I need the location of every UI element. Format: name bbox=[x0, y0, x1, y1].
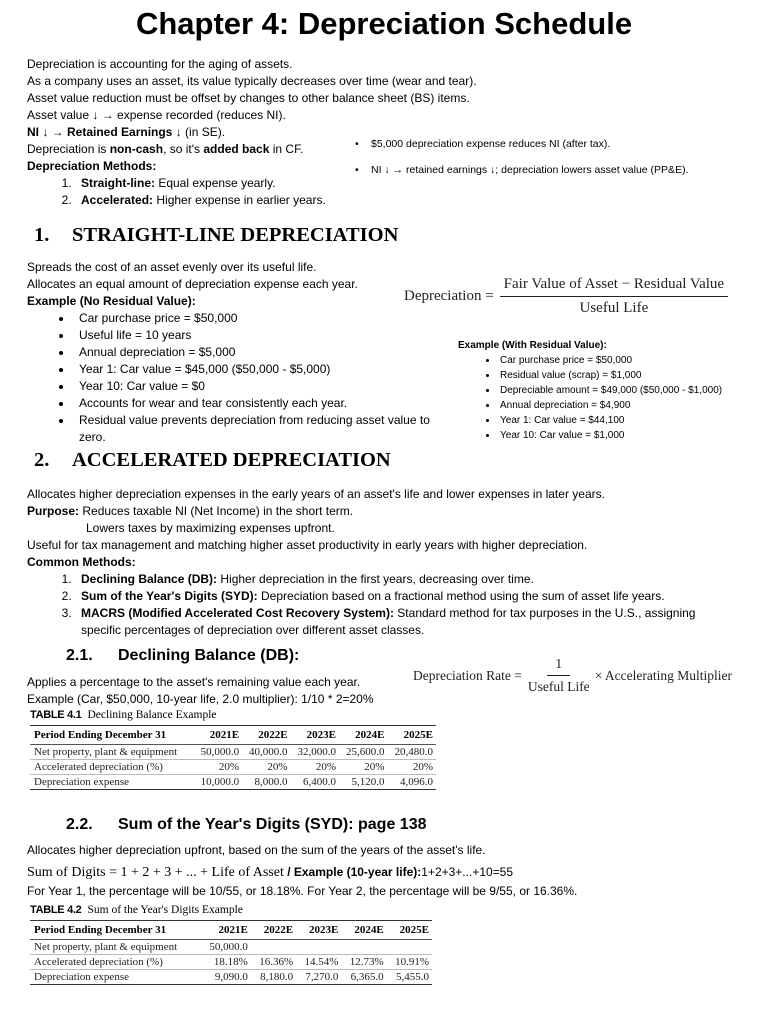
paragraph: Useful for tax management and matching higher asset productivity in early years with higher depreciation. bbox=[27, 538, 588, 552]
table-row: Accelerated depreciation (%) 20% 20% 20% 20% 20% bbox=[30, 760, 436, 775]
intro-line: Depreciation is non-cash, so it's added back in CF. bbox=[27, 142, 304, 156]
formula-denominator: Useful Life bbox=[579, 300, 649, 316]
section-heading: 2. ACCELERATED DEPRECIATION bbox=[34, 449, 391, 471]
side-notes bbox=[355, 131, 755, 183]
list-item: • Year 1: Car value = $45,000 ($50,000 - $5,000) bbox=[73, 361, 447, 378]
list-item: 1. Declining Balance (DB): Higher depreciation in the first years, decreasing over time. bbox=[75, 571, 727, 588]
formula-numerator: 1 bbox=[547, 656, 570, 676]
example-heading: Example (No Residual Value): bbox=[27, 294, 196, 308]
table-row: Accelerated depreciation (%) 18.18% 16.36% 14.54% 12.73% 10.91% bbox=[30, 955, 432, 970]
intro-line: Depreciation is accounting for the aging of assets. bbox=[27, 57, 293, 71]
accelerated-section bbox=[27, 486, 727, 639]
section-heading: 1. STRAIGHT-LINE DEPRECIATION bbox=[34, 224, 399, 246]
straight-line-section bbox=[27, 259, 447, 446]
paragraph: Lowers taxes by maximizing expenses upfront. bbox=[86, 521, 335, 535]
table-header-row: Period Ending December 31 2021E 2022E 2023E 2024E 2025E bbox=[30, 921, 432, 940]
paragraph: Example (Car, $50,000, 10-year life, 2.0 multiplier): 1/10 * 2=20% bbox=[27, 692, 374, 706]
list-item: • Year 10: Car value = $0 bbox=[73, 378, 447, 395]
rate-formula: Depreciation Rate = $\frac{1}{\text{Useful Life}}$ × Accelerating Multiplier bbox=[413, 656, 733, 694]
table-caption: TABLE 4.1 Declining Balance Example bbox=[30, 709, 217, 721]
depreciation-formula: Depreciation = $\frac{\text{Fair Value of Asset − Residual Value}}{\text{Useful Life}}$ bbox=[404, 276, 728, 317]
paragraph: For Year 1, the percentage will be 10/55, or 18.18%. For Year 2, the percentage will be 9/55, or 16.36%. bbox=[27, 884, 578, 898]
residual-example bbox=[458, 338, 758, 443]
example-list bbox=[27, 310, 447, 446]
paragraph: Applies a percentage to the asset's remaining value each year. bbox=[27, 675, 361, 689]
table-caption: TABLE 4.2 Sum of the Year's Digits Example bbox=[30, 904, 243, 916]
list-item: • NI ↓ → retained earnings ↓; depreciation lowers asset value (PP&E). bbox=[355, 164, 689, 176]
syd-table bbox=[30, 920, 432, 985]
methods-list bbox=[27, 571, 727, 639]
list-item: • Residual value prevents depreciation from reducing asset value to zero. bbox=[73, 412, 447, 446]
list-item: 2. Sum of the Year's Digits (SYD): Depreciation based on a fractional method using the sum of asset life years. bbox=[75, 588, 727, 605]
list-item: • Car purchase price = $50,000 bbox=[73, 310, 447, 327]
table-row: Net property, plant & equipment 50,000.0 40,000.0 32,000.0 25,600.0 20,480.0 bbox=[30, 745, 436, 760]
list-item: • Car purchase price = $50,000 bbox=[498, 353, 758, 368]
table-row: Net property, plant & equipment 50,000.0 bbox=[30, 940, 432, 955]
intro-line: NI ↓ → Retained Earnings ↓ (in SE). bbox=[27, 125, 226, 139]
list-item: • Accounts for wear and tear consistently each year. bbox=[73, 395, 447, 412]
syd-section bbox=[27, 842, 747, 900]
list-item: 1. Straight-line: Equal expense yearly. bbox=[75, 175, 507, 192]
paragraph: Purpose: Reduces taxable NI (Net Income) in the short term. bbox=[27, 504, 354, 518]
intro-line: Asset value reduction must be offset by changes to other balance sheet (BS) items. bbox=[27, 91, 470, 105]
list-item: • Annual depreciation = $4,900 bbox=[498, 398, 758, 413]
formula-numerator: Fair Value of Asset − Residual Value bbox=[500, 276, 728, 297]
methods-heading: Common Methods: bbox=[27, 555, 136, 569]
paragraph: Allocates higher depreciation upfront, based on the sum of the years of the asset's life. bbox=[27, 843, 486, 857]
declining-balance-table bbox=[30, 725, 436, 790]
table-4-1 bbox=[30, 709, 436, 790]
list-item: • Depreciable amount = $49,000 ($50,000 - $1,000) bbox=[498, 383, 758, 398]
paragraph: Allocates higher depreciation expenses in the early years of an asset's life and lower expenses in later years. bbox=[27, 487, 605, 501]
intro-line: As a company uses an asset, its value typically decreases over time (wear and tear). bbox=[27, 74, 477, 88]
paragraph: Spreads the cost of an asset evenly over its useful life. bbox=[27, 260, 317, 274]
methods-heading: Depreciation Methods: bbox=[27, 159, 157, 173]
formula-denominator: Useful Life bbox=[527, 679, 590, 694]
page-title: Chapter 4: Depreciation Schedule bbox=[135, 6, 633, 41]
table-row: Depreciation expense 9,090.0 8,180.0 7,270.0 6,365.0 5,455.0 bbox=[30, 970, 432, 985]
list-item: • Useful life = 10 years bbox=[73, 327, 447, 344]
syd-formula: Sum of Digits = 1 + 2 + 3 + ... + Life of Asset / Example (10-year life):1+2+3+...+10=55 bbox=[27, 865, 514, 880]
list-item: 2. Accelerated: Higher expense in earlier years. bbox=[75, 192, 507, 209]
subsection-heading: 2.2. Sum of the Year's Digits (SYD): page 138 bbox=[66, 816, 427, 833]
list-item: • Residual value (scrap) = $1,000 bbox=[498, 368, 758, 383]
list-item: • $5,000 depreciation expense reduces NI (after tax). bbox=[355, 138, 611, 150]
subsection-heading: 2.1. Declining Balance (DB): bbox=[66, 647, 300, 664]
declining-balance-text bbox=[27, 674, 407, 708]
example-heading: Example (With Residual Value): bbox=[458, 340, 607, 351]
intro-line: Asset value ↓ → expense recorded (reduces NI). bbox=[27, 108, 286, 122]
table-4-2 bbox=[30, 904, 432, 985]
list-item: • Year 1: Car value = $44,100 bbox=[498, 413, 758, 428]
table-row: Depreciation expense 10,000.0 8,000.0 6,400.0 5,120.0 4,096.0 bbox=[30, 775, 436, 790]
list-item: • Annual depreciation = $5,000 bbox=[73, 344, 447, 361]
list-item: 3. MACRS (Modified Accelerated Cost Recovery System): Standard method for tax purposes in the U.S., assigning specific percentages of depreciation over different asset classes. bbox=[75, 605, 727, 639]
paragraph: Allocates an equal amount of depreciation expense each year. bbox=[27, 277, 358, 291]
list-item: • Year 10: Car value = $1,000 bbox=[498, 428, 758, 443]
table-header-row: Period Ending December 31 2021E 2022E 2023E 2024E 2025E bbox=[30, 726, 436, 745]
